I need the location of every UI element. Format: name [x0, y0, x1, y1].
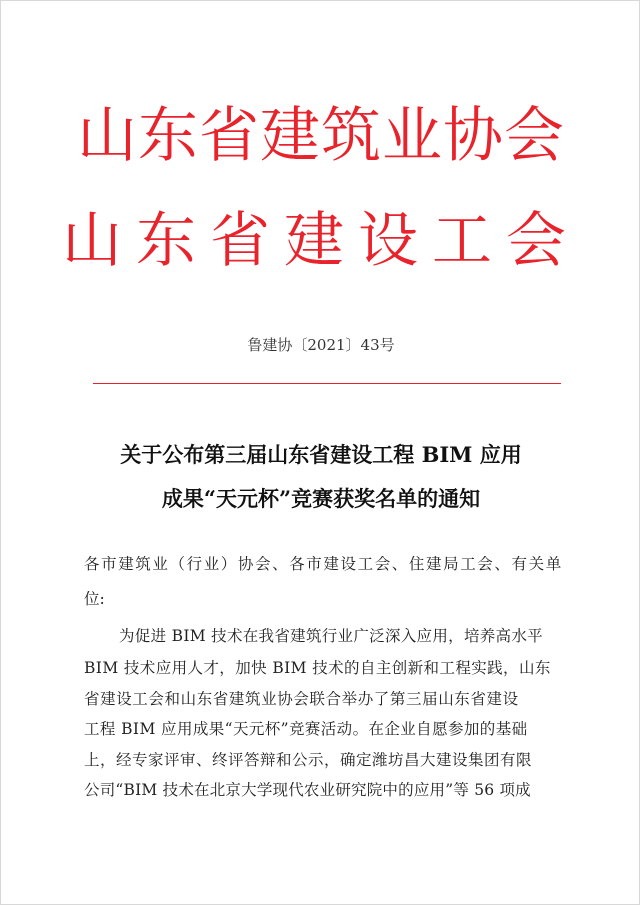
body-text-line: BIM 技术应用人才，加快 BIM 技术的自主创新和工程实践，山东	[84, 659, 551, 677]
body-text-line: 为促进 BIM 技术在我省建筑行业广泛深入应用，培养高水平	[119, 627, 543, 645]
document-number: 鲁建协〔2021〕43号	[247, 336, 395, 354]
body-text-line: 上，经专家评审、终评答辩和公示，确定潍坊昌大建设集团有限	[84, 751, 533, 769]
body-text-line: 省建设工会和山东省建筑业协会联合举办了第三届山东省建设	[84, 690, 519, 708]
org-name-header-2: 山东省建设工会	[62, 206, 580, 276]
notice-title-line-2: 成果“天元杯”竞赛获奖名单的通知	[161, 486, 481, 511]
red-divider-line	[93, 383, 561, 384]
notice-title-line-1: 关于公布第三届山东省建设工程 BIM 应用	[120, 442, 522, 467]
org-name-header-1: 山东省建筑业协会	[77, 101, 565, 171]
body-text-line: 各市建筑业（行业）协会、各市建设工会、住建局工会、有关单	[84, 555, 563, 573]
body-text-line: 公司“BIM 技术在北京大学现代农业研究院中的应用”等 56 项成	[84, 781, 531, 799]
body-text-line: 位:	[84, 590, 105, 608]
body-text-line: 工程 BIM 应用成果“天元杯”竞赛活动。在企业自愿参加的基础	[84, 720, 528, 738]
